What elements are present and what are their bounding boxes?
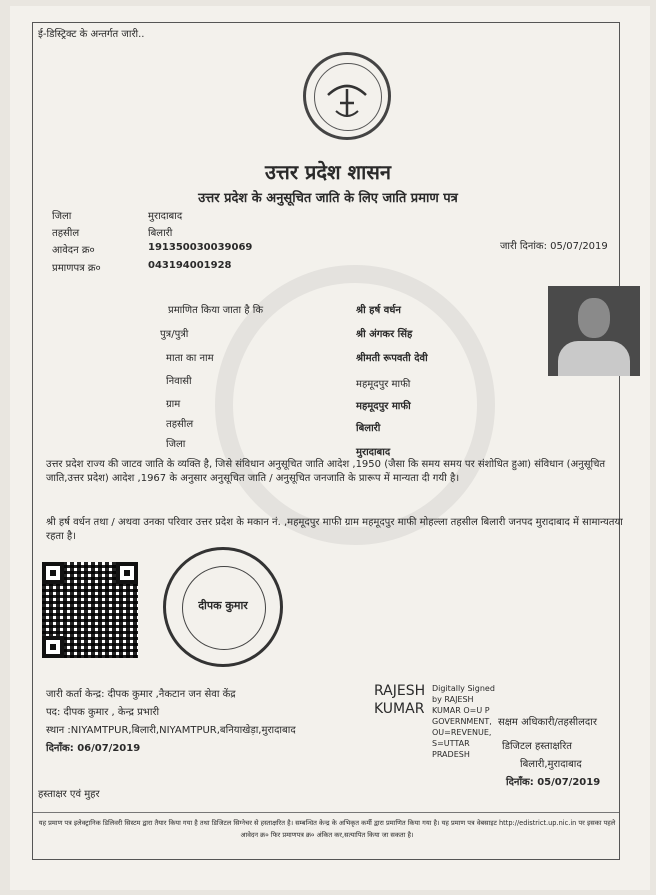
up-government-emblem (303, 52, 391, 140)
sig-line: Digitally Signed (432, 684, 495, 693)
sig-line: S=UTTAR (432, 739, 470, 748)
digital-signed-label: डिजिटल हस्ताक्षरित (502, 741, 572, 752)
sig-line: by RAJESH (432, 695, 474, 704)
footer-divider (33, 812, 619, 813)
issuer-place: स्थान :NIYAMTPUR,बिलारी,NIYAMTPUR,बनियाखेड़ा,मुरादाबाद (46, 725, 296, 736)
signer-name: RAJESH KUMAR (374, 683, 426, 717)
footer-line-2: है। यह प्रमाण पत्र वेबसाइट http://edistrict.up.nic.in पर इसका पहले आवेदन क्र० फिर प्रमाणपत्र क्र० अंकित कर,सत्यापित किया जा सकता है। (240, 819, 616, 839)
field-value-application-no: 191350030039069 (148, 242, 253, 253)
value-village: महमूदपुर माफी (356, 401, 411, 412)
authority-date: दिनाँक: 05/07/2019 (506, 777, 601, 788)
footer-line-1: यह प्रमाण पत्र इलेक्ट्रानिक डिलिवरी सिस्टम द्वारा तैयार किया गया है तथा डिजिटल सिग्नेचर से हस्ताक्षरित है। सम्बन्धित केन्द्र के अभिकृत कर्मी द्वारा प्रमाणित किया गया (38, 819, 432, 827)
label-tehsil: तहसील (166, 419, 194, 430)
field-label-district: जिला (52, 211, 72, 222)
sig-line: KUMAR O=U P (432, 706, 490, 715)
digital-signature-block (432, 683, 495, 760)
field-value-certificate-no: 043194001928 (148, 260, 232, 271)
value-district: मुरादाबाद (356, 447, 391, 458)
issuer-post: पद: दीपक कुमार , केन्द्र प्रभारी (46, 707, 160, 718)
top-note: ई-डिस्ट्रिक्ट के अन्तर्गत जारी.. (38, 29, 145, 40)
jan-seva-kendra-stamp (163, 547, 283, 667)
field-label-application-no: आवेदन क्र० (52, 245, 95, 256)
field-value-district: मुरादाबाद (148, 211, 183, 222)
applicant-photo (548, 286, 640, 376)
residence-paragraph: श्री हर्ष वर्धन तथा / अथवा उनका परिवार उत्तर प्रदेश के मकान नं. ,महमूदपुर माफी ग्राम महमूदपुर माफी मोहल्ला तहसील बिलारी जनपद मुरादाबाद में सामान्यतया रहता है। (46, 517, 623, 542)
authority-title: सक्षम अधिकारी/तहसीलदार (498, 717, 597, 728)
sig-line: GOVERNMENT, (432, 717, 492, 726)
label-village: ग्राम (166, 399, 181, 410)
footer-note (38, 817, 616, 841)
sig-line: OU=REVENUE, (432, 728, 492, 737)
field-label-tehsil: तहसील (52, 228, 80, 239)
field-label-certificate-no: प्रमाणपत्र क्र० (52, 263, 101, 274)
sign-and-seal-label: हस्ताक्षर एवं मुहर (38, 789, 100, 800)
value-tehsil: बिलारी (356, 423, 381, 434)
label-parent: पुत्र/पुत्री (160, 329, 189, 340)
label-resident: निवासी (166, 376, 192, 387)
issuer-centre: जारी कर्ता केन्द्र: दीपक कुमार ,नैकटान जन सेवा केंद्र (46, 689, 236, 700)
field-value-tehsil: बिलारी (148, 228, 173, 239)
issue-date: जारी दिनांक: 05/07/2019 (500, 241, 608, 252)
authority-place: बिलारी,मुरादाबाद (520, 759, 582, 770)
value-parent: श्री अंगकर सिंह (356, 329, 413, 340)
qr-code (42, 562, 138, 658)
value-mother: श्रीमती रूपवती देवी (356, 353, 428, 364)
certificate-title: उत्तर प्रदेश के अनुसूचित जाति के लिए जाति प्रमाण पत्र (198, 191, 458, 206)
person-name: श्री हर्ष वर्धन (356, 305, 401, 316)
government-title: उत्तर प्रदेश शासन (265, 160, 391, 184)
stamp-label: दीपक कुमार (198, 599, 248, 612)
issuer-date: दिनाँक: 06/07/2019 (46, 743, 141, 754)
sig-line: PRADESH (432, 750, 470, 759)
value-resident: महमूदपुर माफी (356, 379, 411, 390)
label-district: जिला (166, 439, 186, 450)
label-mother: माता का नाम (166, 353, 214, 364)
caste-paragraph: उत्तर प्रदेश राज्य की जाटव जाति के व्यक्ति है, जिसे संविधान अनुसूचित जाति आदेश ,1950 (जैसा कि समय समय पर संशोधित हुआ) संविधान (अनुसूचित जाति,उत्तर प्रदेश) आदेश ,1967 के अनुसार अनुसूचित जाति / अनुसूचित जनजाति के प्रारूप में मान्यता दी गयी है। (46, 459, 606, 484)
certification-intro: प्रमाणित किया जाता है कि (168, 305, 264, 316)
